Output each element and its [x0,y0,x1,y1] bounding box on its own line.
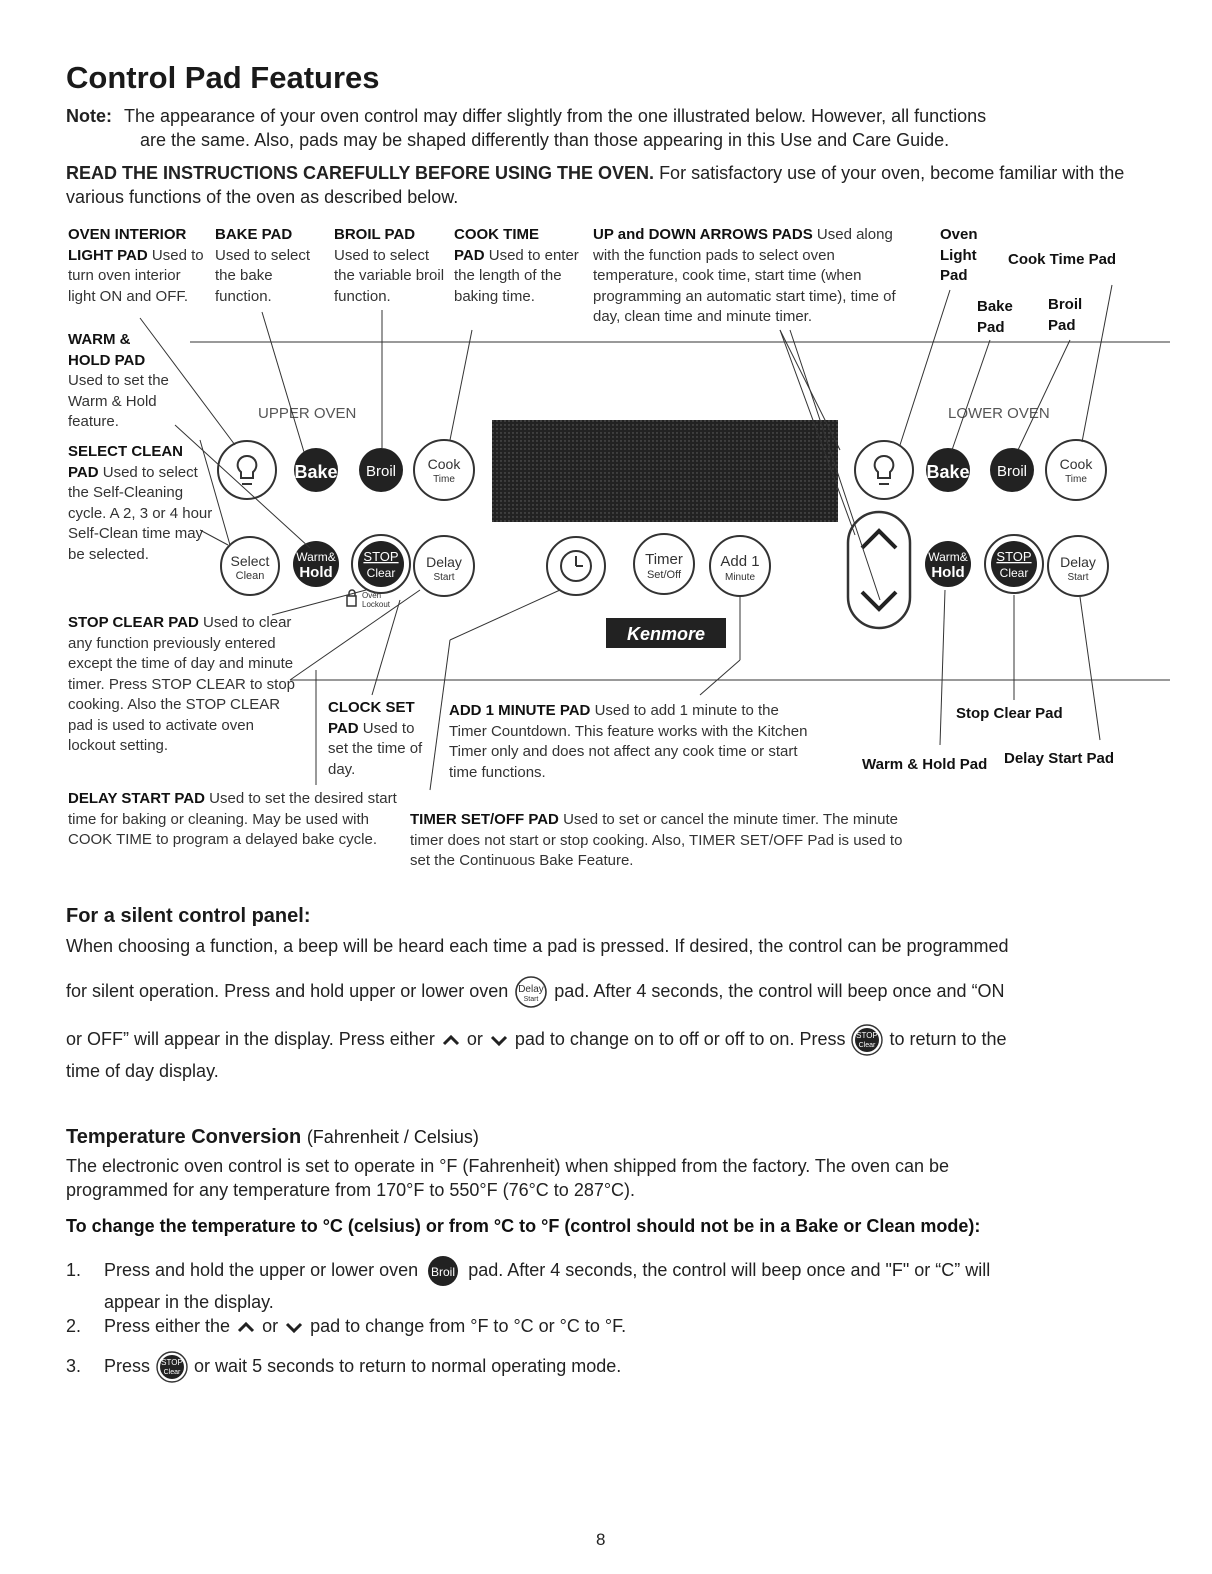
display-screen [492,420,838,522]
svg-text:Minute: Minute [724,572,756,583]
svg-text:STOP: STOP [996,549,1032,564]
svg-text:STOP: STOP [856,1031,879,1040]
down-arrow-icon [862,592,896,609]
page-number: 8 [596,1530,606,1549]
svg-text:Oven: Oven [362,591,382,600]
upper-cook-time-pad[interactable] [414,440,474,500]
svg-text:Warm&: Warm& [296,550,336,564]
note-label: Note: [66,106,112,126]
label-r-broil: Broil Pad [1048,296,1083,334]
clock-set-pad[interactable] [547,537,605,595]
svg-text:Timer: Timer [645,551,683,568]
upper-oven-label: UPPER OVEN [258,405,357,422]
add-1-minute-pad[interactable] [710,536,770,596]
temp-heading: Temperature Conversion (Fahrenheit / Celsius) [66,1126,479,1148]
up-arrow-icon [440,1032,462,1048]
svg-text:Start: Start [1067,572,1089,583]
upper-warm-hold-pad[interactable] [293,541,339,587]
svg-text:Time: Time [433,474,455,485]
note-line2: are the same. Also, pads may be shaped differently than those appearing in this Use and Care Guide. [140,130,950,150]
svg-text:Clear: Clear [163,1369,181,1376]
upper-broil-pad[interactable] [359,448,403,492]
temp-p1: The electronic oven control is set to operate in °F (Fahrenheit) when shipped from the factory. The oven can be [66,1156,950,1176]
svg-text:Start: Start [433,572,455,583]
svg-text:Add 1: Add 1 [720,553,760,570]
temp-step-1: 1. Press and hold the upper or lower oven Broil pad. After 4 seconds, the control will beep once and "F" or “C” will [66,1254,990,1288]
svg-text:Select: Select [230,553,270,569]
svg-text:Broil: Broil [431,1265,456,1279]
down-arrow-icon [488,1032,510,1048]
label-stop-clear: STOP CLEAR PAD Used to clear any function previously entered except the time of day and minute timer. Press STOP CLEAR to stop cooking. Also the STOP CLEAR pad is used to activate oven lockout setting. [68,614,296,754]
down-arrow-icon [283,1319,305,1335]
lower-warm-hold-pad[interactable] [925,541,971,587]
silent-p3: or OFF” will appear in the display. Press either or pad to change on to off or off to on. Press STOP Clear to return to the [66,1023,1156,1057]
label-clock-set: CLOCK SET PAD Used to set the time of day. [328,699,423,778]
label-warm-hold: WARM & HOLD PAD Used to set the Warm & Hold feature. [68,331,169,430]
leader-lines [140,285,1112,790]
svg-text:STOP: STOP [363,549,399,564]
label-r-warm-hold: Warm & Hold Pad [862,756,988,773]
stop-clear-pad-icon [850,1023,884,1057]
up-arrow-icon [235,1319,257,1335]
read-rest: For satisfactory use of your oven, become familiar with the various functions of the oven as described below. [66,163,1125,207]
label-r-bake: Bake Pad [977,298,1013,336]
label-bake: BAKE PAD Used to select the bake function. [215,226,311,305]
temp-step-1-cont: appear in the display. [104,1292,274,1312]
svg-text:Bake: Bake [926,462,970,482]
label-delay-start: DELAY START PAD Used to set the desired start time for baking or cleaning. May be used with COOK TIME to program a delayed bake cycle. [68,790,397,848]
svg-text:Clear: Clear [999,566,1029,580]
svg-text:Delay: Delay [426,554,462,570]
svg-text:Start: Start [523,996,539,1003]
svg-text:Delay: Delay [518,984,545,995]
upper-stop-clear-pad[interactable] [352,535,410,593]
arrow-pads [848,512,910,628]
svg-text:Delay: Delay [1060,554,1096,570]
svg-text:Time: Time [1065,474,1087,485]
svg-text:Clear: Clear [366,566,396,580]
kenmore-logo [606,618,726,648]
label-add-minute: ADD 1 MINUTE PAD Used to add 1 minute to the Timer Countdown. This feature works with the Kitchen Timer only and does not affect any cook time or start time functions. [449,702,808,781]
svg-text:Clear: Clear [859,1042,876,1049]
svg-text:Broil: Broil [996,463,1028,480]
note-line1: The appearance of your oven control may differ slightly from the one illustrated below. However, all functions [124,106,987,126]
label-arrows: UP and DOWN ARROWS PADS Used along with the function pads to select oven temperature, cook time, start time (when programming an automatic start time), time of day, clean time and minute timer. [593,226,896,325]
svg-text:Lockout: Lockout [362,600,391,609]
lower-oven-light-pad[interactable] [855,441,913,499]
svg-text:Cook: Cook [1059,456,1093,472]
silent-heading: For a silent control panel: [66,905,311,927]
label-timer: TIMER SET/OFF PAD Used to set or cancel the minute timer. The minute timer does not start or stop cooking. Also, TIMER SET/OFF Pad is used to set the Continuous Bake Feature. [410,811,903,869]
svg-text:STOP: STOP [161,1358,183,1367]
upper-bake-pad[interactable] [294,448,338,492]
lower-stop-clear-pad[interactable] [985,535,1043,593]
broil-pad-icon [423,1254,463,1288]
svg-text:Hold: Hold [299,564,333,581]
select-clean-pad[interactable] [221,537,279,595]
silent-p4: time of day display. [66,1061,219,1081]
label-cook-time: COOK TIME PAD Used to enter the length of the baking time. [454,226,579,305]
temp-p2: programmed for any temperature from 170°F to 550°F (76°C to 287°C). [66,1180,636,1200]
temp-bold: To change the temperature to °C (celsius) or from °C to °F (control should not be in a Bake or Clean mode): [66,1216,981,1236]
svg-text:Kenmore: Kenmore [626,624,706,644]
lower-broil-pad[interactable] [990,448,1034,492]
label-oven-light: OVEN INTERIOR LIGHT PAD Used to turn oven interior light ON and OFF. [68,226,204,305]
svg-text:Hold: Hold [931,564,965,581]
svg-text:Clean: Clean [235,570,265,582]
upper-delay-start-pad[interactable] [414,536,474,596]
label-select-clean: SELECT CLEAN PAD Used to select the Self-Cleaning cycle. A 2, 3 or 4 hour Self-Clean time may be selected. [68,443,213,563]
silent-p1: When choosing a function, a beep will be heard each time a pad is pressed. If desired, the control can be programmed [66,936,1009,956]
label-broil: BROIL PAD Used to select the variable broil function. [334,226,445,305]
up-arrow-icon [862,531,896,548]
label-r-cook-time: Cook Time Pad [1008,251,1117,268]
svg-text:Cook: Cook [427,456,461,472]
svg-text:Warm&: Warm& [928,550,968,564]
timer-set-off-pad[interactable] [634,534,694,594]
svg-text:Broil: Broil [365,463,397,480]
lower-delay-start-pad[interactable] [1048,536,1108,596]
label-r-delay-start: Delay Start Pad [1004,750,1115,767]
silent-p2: for silent operation. Press and hold upper or lower oven Delay Start pad. After 4 seconds, the control will beep once and “ON [66,975,1156,1009]
svg-text:Set/Off: Set/Off [646,569,682,581]
temp-step-2: 2. Press either the or pad to change from °F to °C or °C to °F. [66,1316,627,1336]
svg-text:Bake: Bake [294,462,338,482]
stop-clear-pad-icon [155,1350,189,1384]
temp-step-3: 3. Press STOP Clear or wait 5 seconds to return to normal operating mode. [66,1350,621,1384]
lower-oven-label: LOWER OVEN [948,405,1050,422]
delay-start-pad-icon [513,975,549,1009]
page-title: Control Pad Features [66,60,380,95]
read-bold: READ THE INSTRUCTIONS CAREFULLY BEFORE USING THE OVEN. [66,163,655,183]
lower-cook-time-pad[interactable] [1046,440,1106,500]
label-r-stop-clear: Stop Clear Pad [956,705,1063,722]
lower-bake-pad[interactable] [926,448,970,492]
label-r-oven-light: Oven Light Pad [940,226,978,284]
